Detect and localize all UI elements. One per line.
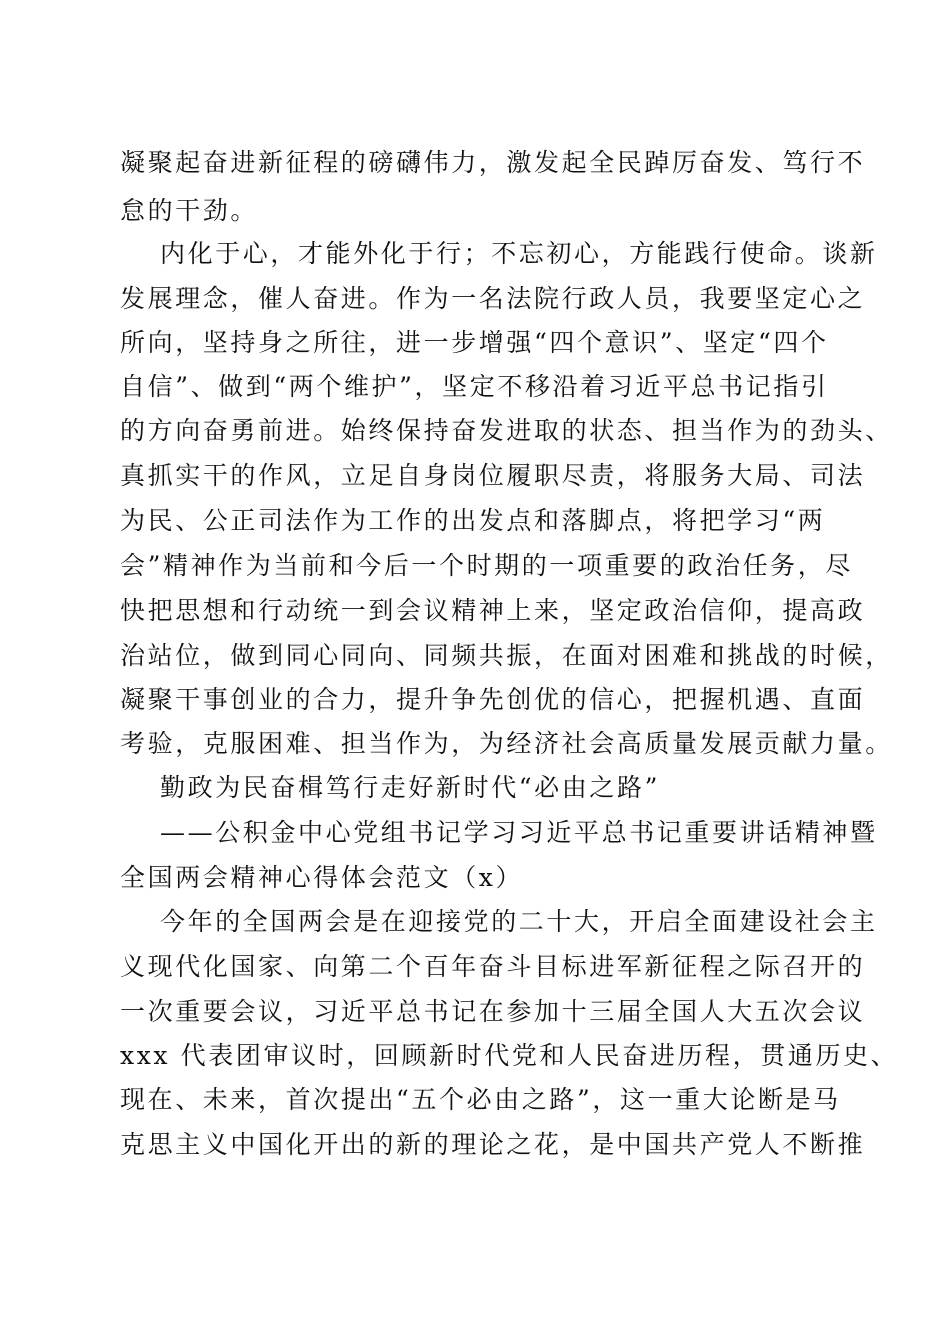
text-line: 凝聚干事创业的合力，提升争先创优的信心，把握机遇、直面 — [120, 685, 866, 714]
text-line: 的方向奋勇前进。始终保持奋发进取的状态、担当作为的劲头、 — [120, 416, 893, 445]
text-line: 会”精神作为当前和今后一个时期的一项重要的政治任务，尽 — [120, 551, 853, 580]
text-line: 快把思想和行动统一到会议精神上来，坚定政治信仰，提高政 — [120, 596, 866, 625]
text-line: 治站位，做到同心同向、同频共振，在面对困难和挑战的时候， — [120, 641, 893, 670]
text-line: 内化于心，才能外化于行；不忘初心，方能践行使命。谈新 — [160, 239, 878, 268]
text-line: 怠的干劲。 — [120, 196, 259, 225]
text-line: 发展理念，催人奋进。作为一名法院行政人员，我要坚定心之 — [120, 284, 866, 313]
text-line: xxx 代表团审议时，回顾新时代党和人民奋进历程，贯通历史、 — [120, 1041, 899, 1070]
text-line: 今年的全国两会是在迎接党的二十大，开启全面建设社会主 — [160, 907, 878, 936]
text-line: 克思主义中国化开出的新的理论之花，是中国共产党人不断推 — [120, 1130, 866, 1159]
text-line: 真抓实干的作风，立足自身岗位履职尽责，将服务大局、司法 — [120, 461, 866, 490]
text-line: 考验，克服困难、担当作为，为经济社会高质量发展贡献力量。 — [120, 729, 893, 758]
text-line: 一次重要会议，习近平总书记在参加十三届全国人大五次会议 — [120, 997, 866, 1026]
text-line: 自信”、做到“两个维护”，坚定不移沿着习近平总书记指引 — [120, 372, 829, 401]
text-line: 义现代化国家、向第二个百年奋斗目标进军新征程之际召开的 — [120, 952, 866, 981]
text-line: 凝聚起奋进新征程的磅礴伟力，激发起全民踔厉奋发、笃行不 — [120, 148, 866, 177]
section-subtitle: ——公积金中心党组书记学习习近平总书记重要讲话精神暨 — [160, 818, 878, 847]
text-line: 为民、公正司法作为工作的出发点和落脚点，将把学习“两 — [120, 506, 826, 535]
section-subtitle: 全国两会精神心得体会范文（x） — [120, 863, 524, 892]
section-title: 勤政为民奋楫笃行走好新时代“必由之路” — [160, 773, 660, 802]
text-line: 所向，坚持身之所往，进一步增强“四个意识”、坚定“四个 — [120, 328, 829, 357]
text-line: 现在、未来，首次提出“五个必由之路”，这一重大论断是马 — [120, 1085, 841, 1114]
